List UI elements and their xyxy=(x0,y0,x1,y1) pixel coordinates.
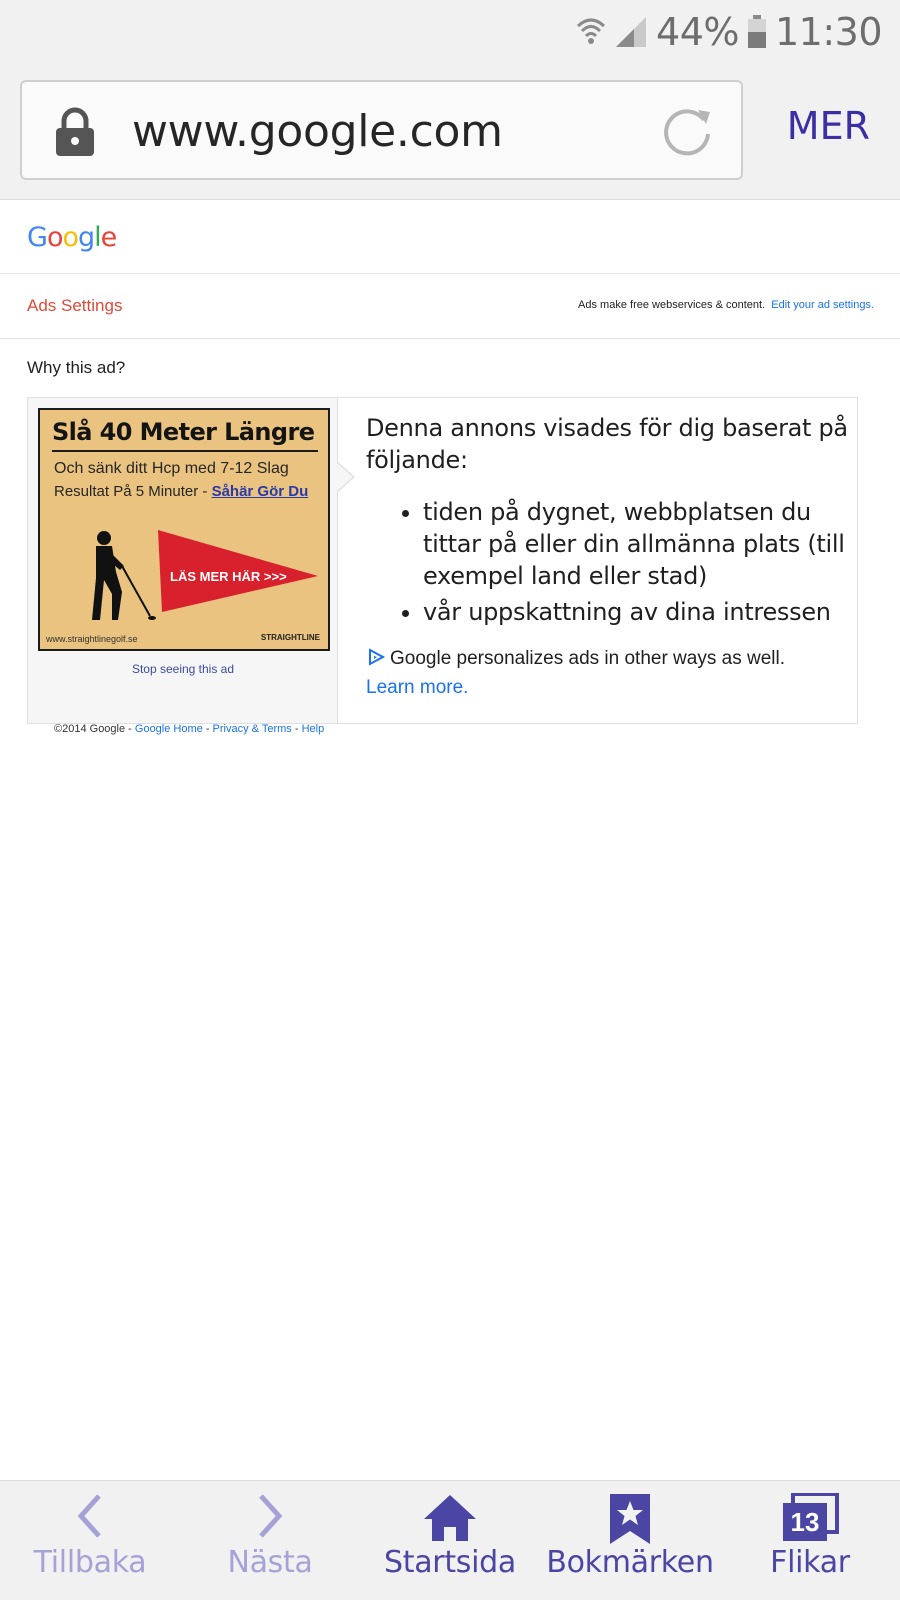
tabs-button[interactable] xyxy=(720,1481,900,1600)
google-home-link[interactable]: Google Home xyxy=(134,723,203,735)
ad-howto-link[interactable]: Såhär Gör Du xyxy=(211,483,309,500)
page-footer: ©2014 Google - Google Home - Privacy & Terms - Help xyxy=(54,723,325,735)
stop-seeing-ad-link[interactable]: Stop seeing this ad xyxy=(131,662,235,676)
ads-settings-header xyxy=(0,274,900,339)
forward-button[interactable] xyxy=(180,1481,360,1600)
panel-pointer xyxy=(337,463,353,491)
tabs-label: Flikar xyxy=(770,1545,850,1580)
ad-cta: LÄS MER HÄR >>> xyxy=(170,569,287,584)
google-header xyxy=(0,200,900,274)
reason-item: • tiden på dygnet, webbplatsen du tittar på eller din allmänna plats (till exempel land eller stad) xyxy=(423,496,851,592)
tab-count-badge: 13 xyxy=(790,1507,820,1537)
google-logo[interactable]: Google xyxy=(27,222,117,253)
battery-percent: 44% xyxy=(656,10,739,54)
status-bar xyxy=(0,0,900,62)
reasons-intro: Denna annons visades för dig baserat på följande: xyxy=(366,414,848,474)
wifi-icon xyxy=(576,16,606,48)
bookmarks-button[interactable] xyxy=(540,1481,720,1600)
url-text[interactable]: www.google.com xyxy=(132,106,503,157)
privacy-terms-link[interactable]: Privacy & Terms xyxy=(212,723,292,735)
ads-tagline: Ads make free webservices & content. Edit your ad settings. xyxy=(578,299,874,311)
status-indicators xyxy=(576,6,882,58)
tabs-icon xyxy=(781,1493,839,1543)
clock: 11:30 xyxy=(774,10,882,54)
ad-divider xyxy=(52,450,318,452)
back-label: Tillbaka xyxy=(33,1545,147,1580)
ad-headline: Slå 40 Meter Längre xyxy=(52,418,315,446)
ad-banner-image[interactable] xyxy=(38,408,330,651)
ad-brand-logo: STRAIGHTLINE xyxy=(260,633,320,642)
browser-toolbar xyxy=(0,62,900,200)
adchoices-icon xyxy=(366,647,386,675)
personalize-note: Google personalizes ads in other ways as well. Learn more. xyxy=(366,646,851,701)
bookmarks-label: Bokmärken xyxy=(546,1545,714,1580)
why-this-ad-heading: Why this ad? xyxy=(27,358,126,377)
url-bar[interactable] xyxy=(20,80,743,180)
home-button[interactable] xyxy=(360,1481,540,1600)
home-icon xyxy=(422,1493,478,1548)
cell-signal-icon xyxy=(614,15,648,49)
chevron-left-icon xyxy=(75,1493,105,1544)
back-button[interactable] xyxy=(0,1481,180,1600)
lock-icon xyxy=(54,107,96,162)
help-link[interactable]: Help xyxy=(301,723,325,735)
reason-item: • vår uppskattning av dina intressen xyxy=(423,596,851,628)
reload-icon[interactable] xyxy=(660,104,716,165)
reasons-list xyxy=(366,496,851,628)
bookmark-star-icon xyxy=(609,1493,651,1550)
more-button[interactable]: MER xyxy=(786,104,870,148)
ad-preview xyxy=(28,398,338,723)
ad-subline: Och sänk ditt Hcp med 7-12 Slag xyxy=(54,460,289,477)
home-label: Startsida xyxy=(384,1545,516,1580)
ad-display-url: www.straightlinegolf.se xyxy=(46,634,138,644)
ad-result-line: Resultat På 5 Minuter - Såhär Gör Du xyxy=(54,483,309,500)
chevron-right-icon xyxy=(255,1493,285,1544)
ad-explanation-panel xyxy=(27,397,858,724)
learn-more-link[interactable]: Learn more. xyxy=(366,677,469,698)
edit-ad-settings-link[interactable]: Edit your ad settings. xyxy=(771,299,874,311)
forward-label: Nästa xyxy=(227,1545,313,1580)
ads-settings-title[interactable]: Ads Settings xyxy=(27,296,123,315)
golfer-silhouette-icon xyxy=(78,528,158,629)
battery-icon xyxy=(747,15,767,49)
bottom-navigation xyxy=(0,1480,900,1600)
ad-reasons xyxy=(366,412,851,701)
